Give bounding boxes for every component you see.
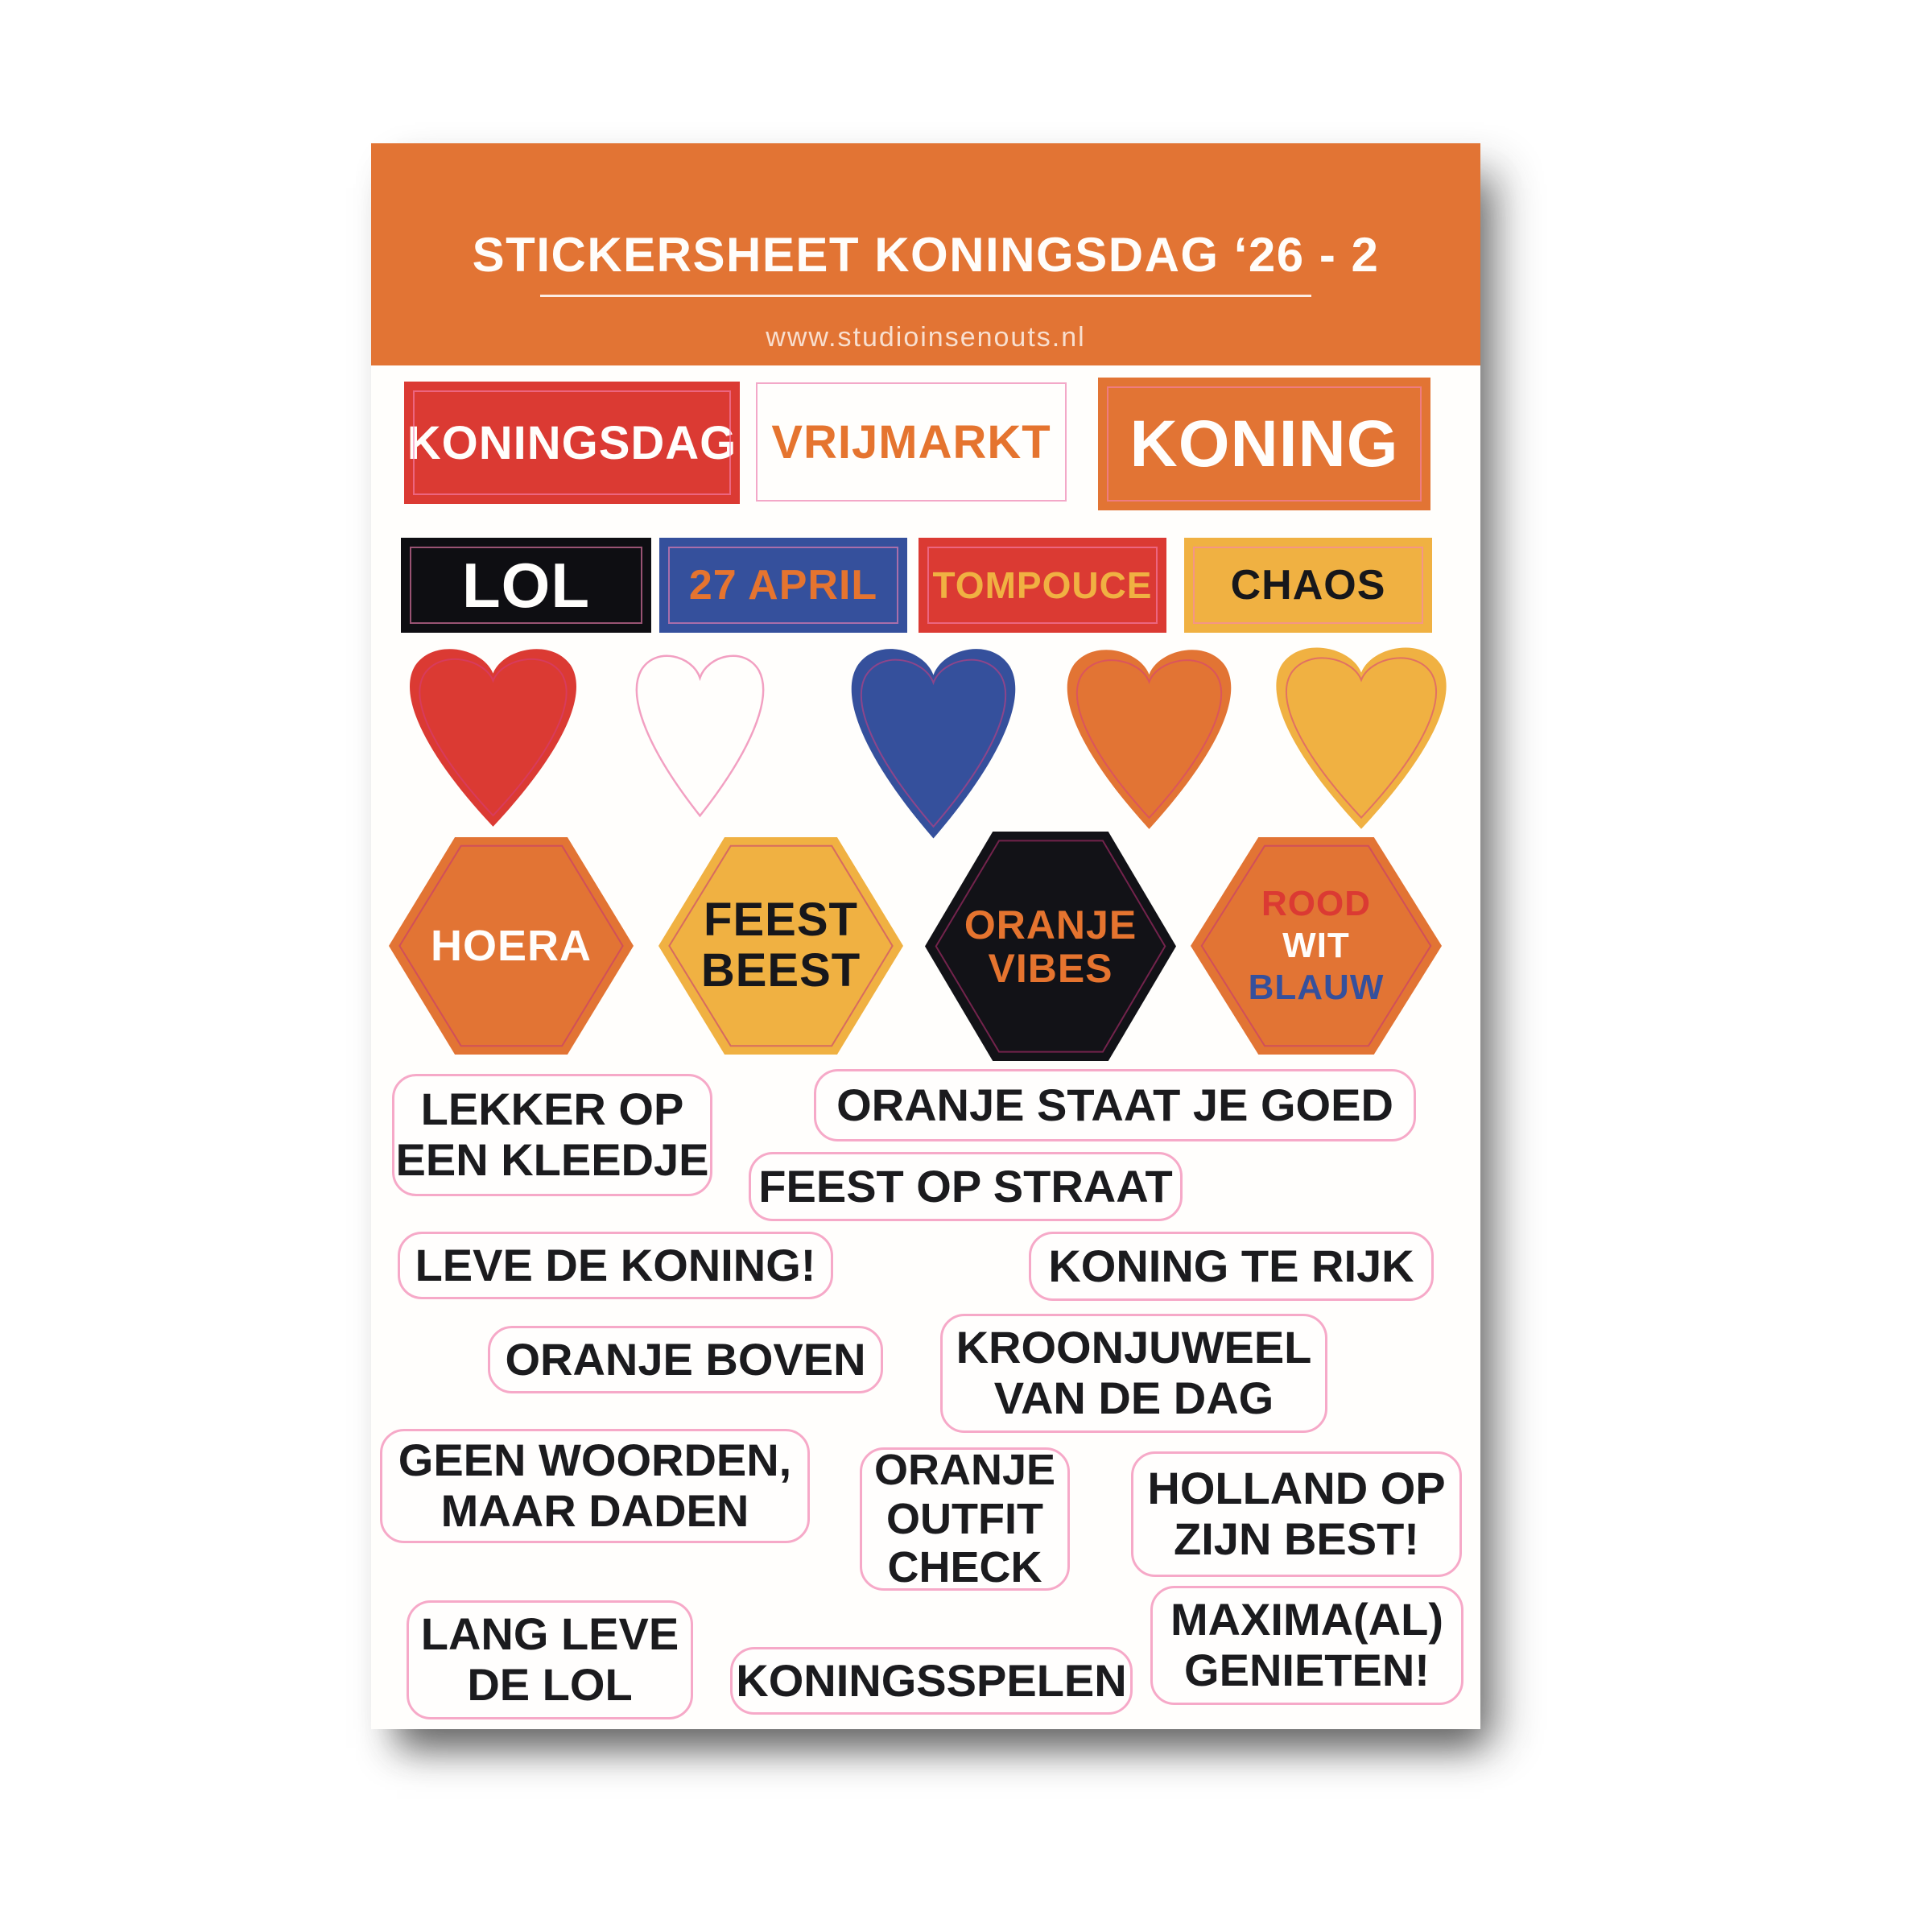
sticker-sheet <box>371 143 1480 1729</box>
header-divider <box>540 295 1311 297</box>
phrase-line: FEEST OP STRAAT <box>758 1160 1173 1212</box>
heart-icon <box>1054 638 1245 833</box>
phrase-line: DE LOL <box>467 1659 633 1710</box>
sticker-tompouce <box>919 538 1166 633</box>
website-url: www.studioinsenouts.nl <box>766 322 1086 353</box>
hex-line: ROOD <box>1261 884 1371 924</box>
sticker-phrase-oranje-boven <box>488 1326 883 1393</box>
sticker-phrase-maxima-al-genieten <box>1150 1586 1463 1705</box>
sticker-phrase-lekker-op-een-kleedje <box>392 1074 712 1196</box>
blue-heart-sticker <box>838 637 1029 843</box>
heart-icon <box>396 638 590 831</box>
sticker-27-april <box>659 538 907 633</box>
sheet-title: STICKERSHEET KONINGSDAG ‘26 - 2 <box>472 228 1380 282</box>
sticker-phrase-koningsspelen <box>730 1647 1133 1715</box>
hex-line: BLAUW <box>1248 967 1385 1007</box>
hex-line: FEEST <box>704 894 858 947</box>
sticker-label <box>389 837 634 1055</box>
phrase-line: ZIJN BEST! <box>1174 1513 1419 1564</box>
sticker-feest-beest <box>658 837 903 1055</box>
sticker-lol <box>401 538 651 633</box>
sticker-phrase-oranje-staat-je-goed <box>814 1069 1416 1141</box>
heart-icon <box>1262 636 1460 833</box>
hex-line: WIT <box>1282 926 1350 966</box>
phrase-line: KONINGSSPELEN <box>736 1654 1127 1706</box>
phrase-line: EEN KLEEDJE <box>395 1134 709 1185</box>
phrase-line: ORANJE BOVEN <box>505 1333 866 1385</box>
phrase-line: MAAR DADEN <box>440 1485 749 1536</box>
phrase-line: LEKKER OP <box>420 1084 684 1135</box>
sticker-label <box>925 832 1176 1061</box>
phrase-line: CHECK <box>887 1543 1042 1592</box>
phrase-line: VAN DE DAG <box>993 1373 1274 1423</box>
sticker-label: TOMPOUCE <box>932 564 1153 606</box>
sticker-label: 27 APRIL <box>688 562 878 609</box>
red-heart-sticker <box>396 638 590 831</box>
phrase-line: KONING TE RIJK <box>1048 1240 1414 1291</box>
sticker-rood-wit-blauw <box>1191 837 1442 1055</box>
phrase-line: HOLLAND OP <box>1147 1463 1446 1514</box>
hex-line: ORANJE <box>964 902 1137 947</box>
sticker-vrijmarkt <box>756 382 1067 502</box>
sticker-label: VRIJMARKT <box>771 415 1051 469</box>
sheet-header <box>371 143 1480 365</box>
hex-line: HOERA <box>430 921 592 970</box>
white-heart-sticker <box>626 646 774 819</box>
sticker-label: CHAOS <box>1230 562 1386 609</box>
sticker-phrase-feest-op-straat <box>749 1152 1183 1221</box>
phrase-line: GENIETEN! <box>1184 1645 1430 1695</box>
sticker-phrase-geen-woorden-maar-daden <box>380 1429 810 1543</box>
sticker-koning <box>1098 378 1430 510</box>
sticker-label: KONINGSDAG <box>407 416 737 469</box>
phrase-line: ORANJE STAAT JE GOED <box>836 1079 1393 1130</box>
phrase-line: LANG LEVE <box>420 1608 679 1660</box>
sticker-phrase-koning-te-rijk <box>1029 1232 1434 1301</box>
phrase-line: KROONJUWEEL <box>956 1322 1312 1373</box>
sticker-phrase-kroonjuweel-van-de-dag <box>940 1314 1327 1433</box>
phrase-line: LEVE DE KONING! <box>415 1239 816 1290</box>
phrase-line: ORANJE <box>873 1446 1056 1495</box>
sticker-label <box>1191 837 1442 1055</box>
sticker-phrase-holland-op-zijn-best <box>1131 1451 1462 1577</box>
hex-line: BEEST <box>700 944 861 997</box>
sticker-phrase-lang-leve-de-lol <box>407 1600 693 1719</box>
heart-icon <box>838 637 1029 843</box>
yellow-heart-sticker <box>1262 636 1460 833</box>
sticker-oranje-vibes <box>925 832 1176 1061</box>
sticker-phrase-oranje-outfit-check <box>860 1447 1070 1591</box>
hex-line: VIBES <box>988 945 1113 991</box>
phrase-line: OUTFIT <box>886 1494 1043 1543</box>
sticker-phrase-leve-de-koning <box>398 1232 833 1299</box>
sticker-hoera <box>389 837 634 1055</box>
heart-icon <box>626 646 774 819</box>
sticker-label: LOL <box>462 549 590 621</box>
sticker-label <box>658 837 903 1055</box>
sticker-label: KONING <box>1129 407 1399 481</box>
sticker-chaos <box>1184 538 1432 633</box>
orange-heart-sticker <box>1054 638 1245 833</box>
phrase-line: MAXIMA(AL) <box>1170 1594 1444 1645</box>
sticker-koningsdag <box>404 382 740 504</box>
phrase-line: GEEN WOORDEN, <box>398 1435 792 1486</box>
